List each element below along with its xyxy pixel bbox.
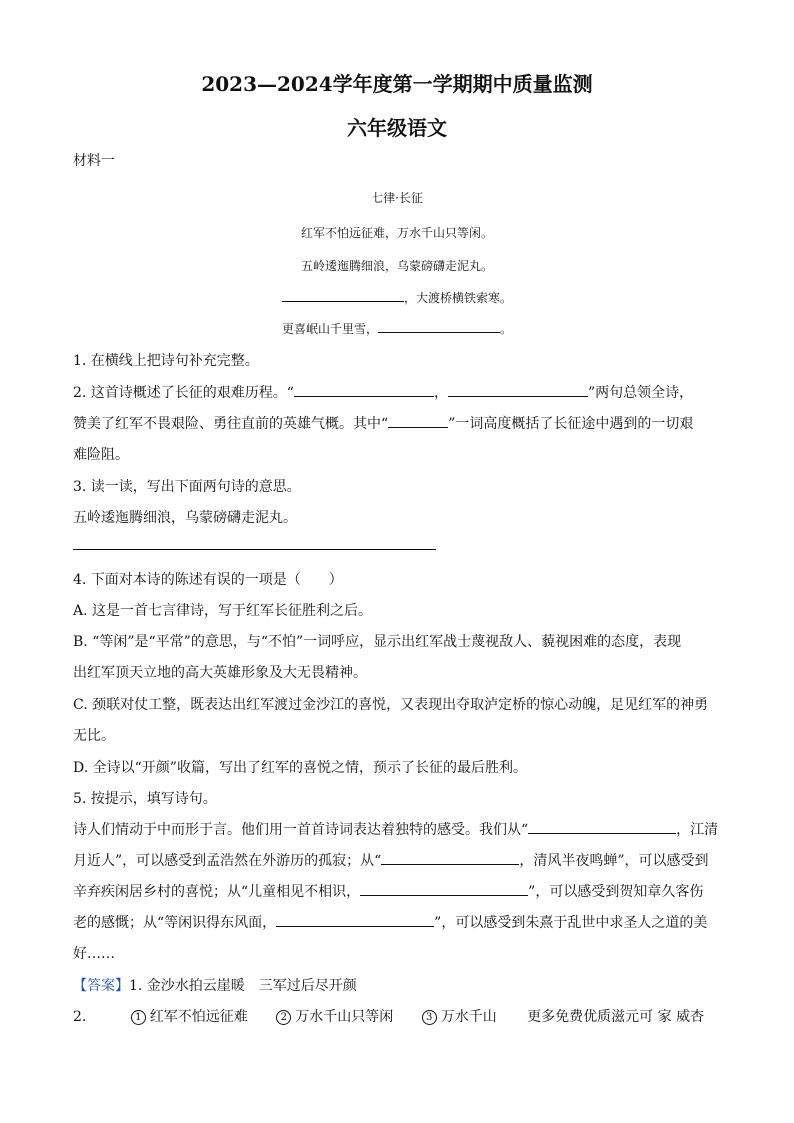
question-4: 4. 下面对本诗的陈述有误的一项是（ ） [73, 572, 343, 588]
q5-text-end: ，江清 [676, 822, 719, 838]
option-d: D. 全诗以“开颜”收篇，写出了红军的喜悦之情，预示了长征的最后胜利。 [73, 760, 527, 776]
poem-title: 七律·长征 [371, 191, 423, 205]
question-5: 5. 按提示，填写诗句。 [73, 791, 217, 807]
option-b-line-1: B. “等闲”是“平常”的意思，与“不怕”一词呼应，显示出红军战士蔑视敌人、藐视困难的态度，表现 [73, 634, 682, 650]
circled-number-3: 3 [422, 1010, 437, 1025]
q2-text-end: ”两句总领全诗， [587, 385, 694, 401]
poem-line-4 [0, 320, 794, 337]
question-5-line-1 [73, 819, 718, 839]
answer-line[interactable] [73, 549, 436, 550]
fill-blank[interactable] [448, 384, 588, 397]
question-2-line-2 [73, 413, 693, 433]
answer-2-part-1: 红军不怕远征难 [149, 1009, 248, 1025]
poem-line-1: 红军不怕远征难，万水千山只等闲。 [300, 226, 493, 240]
poem-line-3-text: ，大渡桥横铁索寒。 [403, 291, 512, 305]
answer-1 [73, 975, 357, 995]
fill-blank[interactable] [388, 415, 448, 428]
q5-text-end: ，清风半夜鸣蝉”，可以感受到 [519, 853, 709, 869]
answer-2-num: 2. [73, 1009, 87, 1025]
question-5-line-4 [73, 912, 707, 932]
answer-tag: 【答案】 [73, 978, 129, 994]
fill-blank[interactable] [381, 852, 519, 865]
fill-blank[interactable] [528, 821, 676, 834]
q2-comma: ， [433, 385, 448, 401]
question-5-line-3 [73, 881, 703, 901]
q2-text: 2. 这首诗概述了长征的艰难历程。“ [73, 385, 294, 401]
q5-text: 月近人”，可以感受到孟浩然在外游历的孤寂；从“ [73, 853, 382, 869]
fill-blank[interactable] [294, 384, 434, 397]
fill-blank[interactable] [378, 320, 500, 333]
q2-text: 赞美了红军不畏艰险、勇往直前的英雄气概。其中“ [73, 416, 389, 432]
question-5-line-2 [73, 850, 709, 870]
q5-text-end: ”，可以感受到贺知章久客伤 [528, 884, 704, 900]
question-2-line-3: 难险阻。 [73, 447, 129, 463]
poem-line-4-text: 更喜岷山千里雪， [281, 322, 378, 336]
promo-text: 更多免费优质滋元可 家 威杏 [527, 1009, 705, 1025]
question-1: 1. 在横线上把诗句补充完整。 [73, 353, 259, 369]
fill-blank[interactable] [282, 289, 404, 302]
option-c-line-1: C. 颈联对仗工整，既表达出红军渡过金沙江的喜悦，又表现出夺取泸定桥的惊心动魄，足见红军的神勇 [73, 697, 709, 713]
q5-text: 老的感慨；从“等闲识得东风面， [73, 915, 277, 931]
question-2-line-1 [73, 382, 693, 402]
material-label: 材料一 [73, 153, 115, 169]
answer-2 [73, 1006, 704, 1026]
q2-text-end: ”一词高度概括了长征途中遇到的一切艰 [448, 416, 694, 432]
answer-2-part-3: 万水千山 [440, 1009, 497, 1025]
question-5-line-5: 好…… [73, 946, 115, 962]
answer-1-text: 1. 金沙水拍云崖暖 三军过后尽开颜 [129, 978, 357, 994]
answer-2-part-2: 万水千山只等闲 [295, 1009, 394, 1025]
poem-line-4-end: 。 [500, 322, 513, 336]
option-b-line-2: 出红军顶天立地的高大英雄形象及大无畏精神。 [73, 665, 367, 681]
question-3: 3. 读一读，写出下面两句诗的意思。 [73, 479, 301, 495]
q5-text: 诗人们情动于中而形于言。他们用一首首诗词表达着独特的感受。我们从“ [73, 822, 529, 838]
q5-text-end: ”，可以感受到朱熹于乱世中求圣人之道的美 [434, 915, 708, 931]
q5-text: 辛弃疾闲居乡村的喜悦；从“儿童相见不相识， [73, 884, 361, 900]
page-title: 2023—2024学年度第一学期期中质量监测 [201, 72, 593, 96]
fill-blank[interactable] [360, 883, 528, 896]
poem-line-2: 五岭逶迤腾细浪，乌蒙磅礴走泥丸。 [300, 259, 493, 273]
fill-blank[interactable] [276, 914, 434, 927]
poem-line-3 [0, 289, 794, 306]
circled-number-2: 2 [276, 1010, 291, 1025]
option-a: A. 这是一首七言律诗，写于红军长征胜利之后。 [73, 603, 373, 619]
question-3-verse: 五岭逶迤腾细浪，乌蒙磅礴走泥丸。 [73, 510, 297, 526]
page-subtitle: 六年级语文 [347, 116, 447, 140]
option-c-line-2: 无比。 [73, 728, 115, 744]
circled-number-1: 1 [131, 1010, 146, 1025]
